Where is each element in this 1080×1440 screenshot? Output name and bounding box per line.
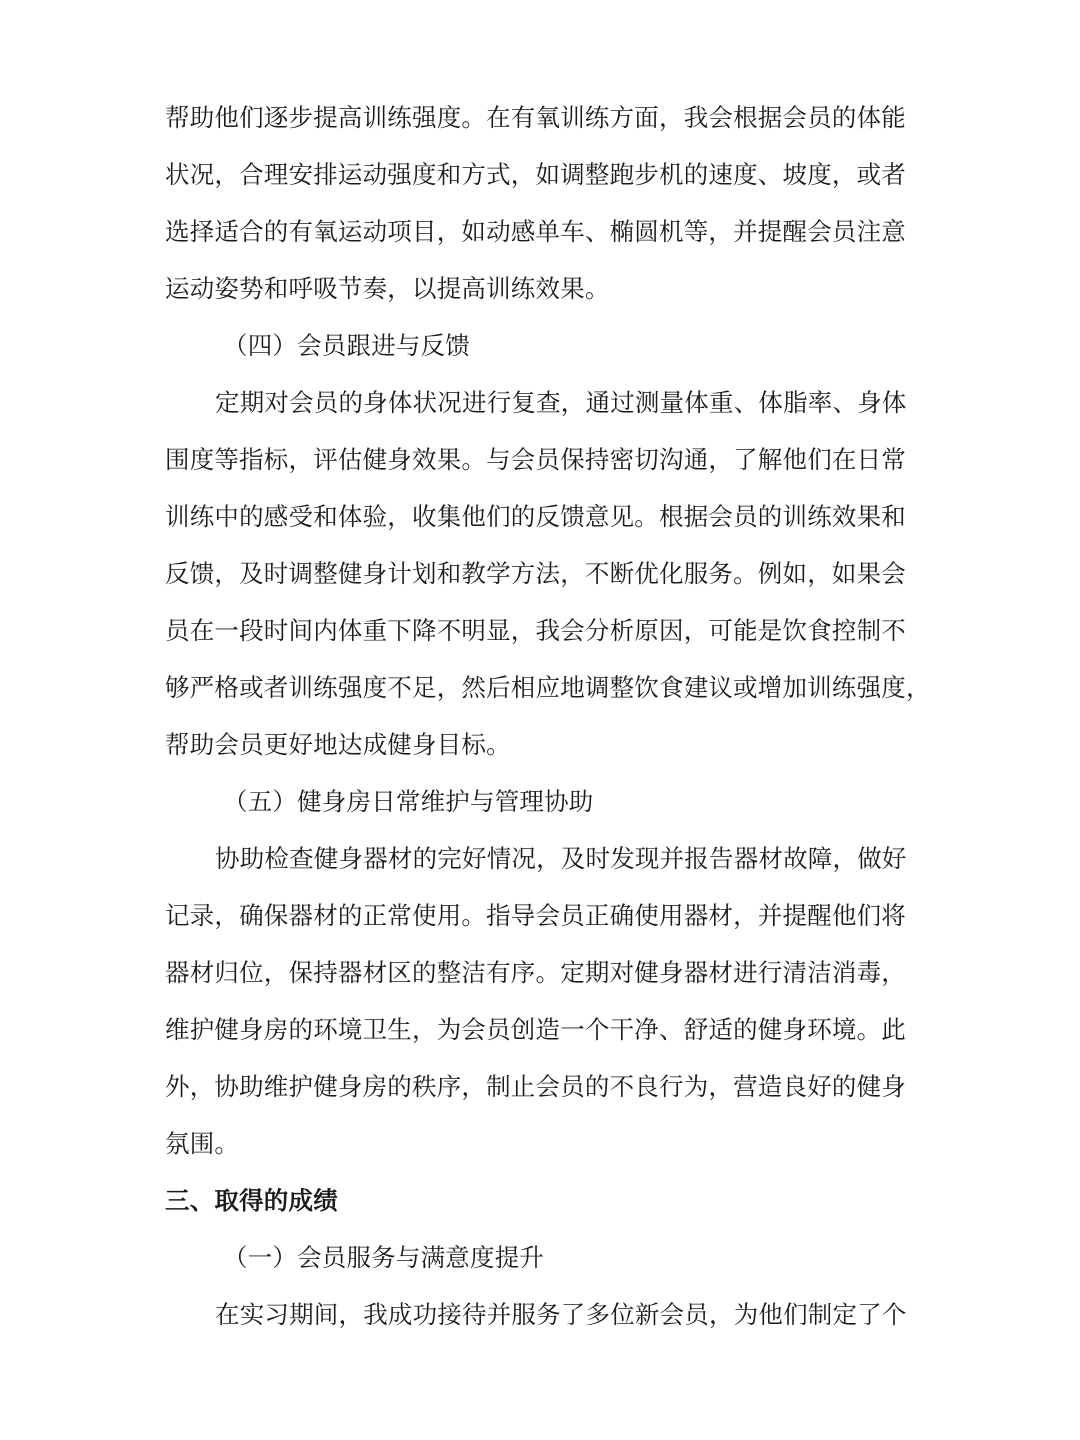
paragraph-line: 反馈，及时调整健身计划和教学方法，不断优化服务。例如，如果会	[165, 559, 906, 588]
section-subheading: （四）会员跟进与反馈	[223, 331, 470, 360]
paragraph-line: 帮助他们逐步提高训练强度。在有氧训练方面，我会根据会员的体能	[165, 103, 906, 132]
paragraph-first-line: 定期对会员的身体状况进行复查，通过测量体重、体脂率、身体	[215, 388, 907, 417]
paragraph-line: 器材归位，保持器材区的整洁有序。定期对健身器材进行清洁消毒，	[165, 958, 906, 987]
section-subheading: （一）会员服务与满意度提升	[223, 1243, 545, 1272]
paragraph-line: 训练中的感受和体验，收集他们的反馈意见。根据会员的训练效果和	[165, 502, 906, 531]
paragraph-line: 记录，确保器材的正常使用。指导会员正确使用器材，并提醒他们将	[165, 901, 906, 930]
paragraph-line: 围度等指标，评估健身效果。与会员保持密切沟通，了解他们在日常	[165, 445, 906, 474]
paragraph-line: 帮助会员更好地达成健身目标。	[165, 730, 511, 759]
paragraph-line: 氛围。	[165, 1129, 240, 1158]
paragraph-line: 够严格或者训练强度不足，然后相应地调整饮食建议或增加训练强度，	[165, 673, 931, 702]
paragraph-first-line: 在实习期间，我成功接待并服务了多位新会员，为他们制定了个	[215, 1300, 907, 1329]
document-body	[165, 89, 931, 1343]
paragraph-line: 选择适合的有氧运动项目，如动感单车、椭圆机等，并提醒会员注意	[165, 217, 906, 246]
paragraph-line: 状况，合理安排运动强度和方式，如调整跑步机的速度、坡度，或者	[165, 160, 906, 189]
section-heading: 三、取得的成绩	[165, 1186, 338, 1215]
paragraph-line: 员在一段时间内体重下降不明显，我会分析原因，可能是饮食控制不	[165, 616, 906, 645]
paragraph-line: 维护健身房的环境卫生，为会员创造一个干净、舒适的健身环境。此	[165, 1015, 906, 1044]
section-subheading: （五）健身房日常维护与管理协助	[223, 787, 594, 816]
paragraph-line: 外，协助维护健身房的秩序，制止会员的不良行为，营造良好的健身	[165, 1072, 906, 1101]
paragraph-first-line: 协助检查健身器材的完好情况，及时发现并报告器材故障，做好	[215, 844, 907, 873]
paragraph-line: 运动姿势和呼吸节奏，以提高训练效果。	[165, 274, 610, 303]
